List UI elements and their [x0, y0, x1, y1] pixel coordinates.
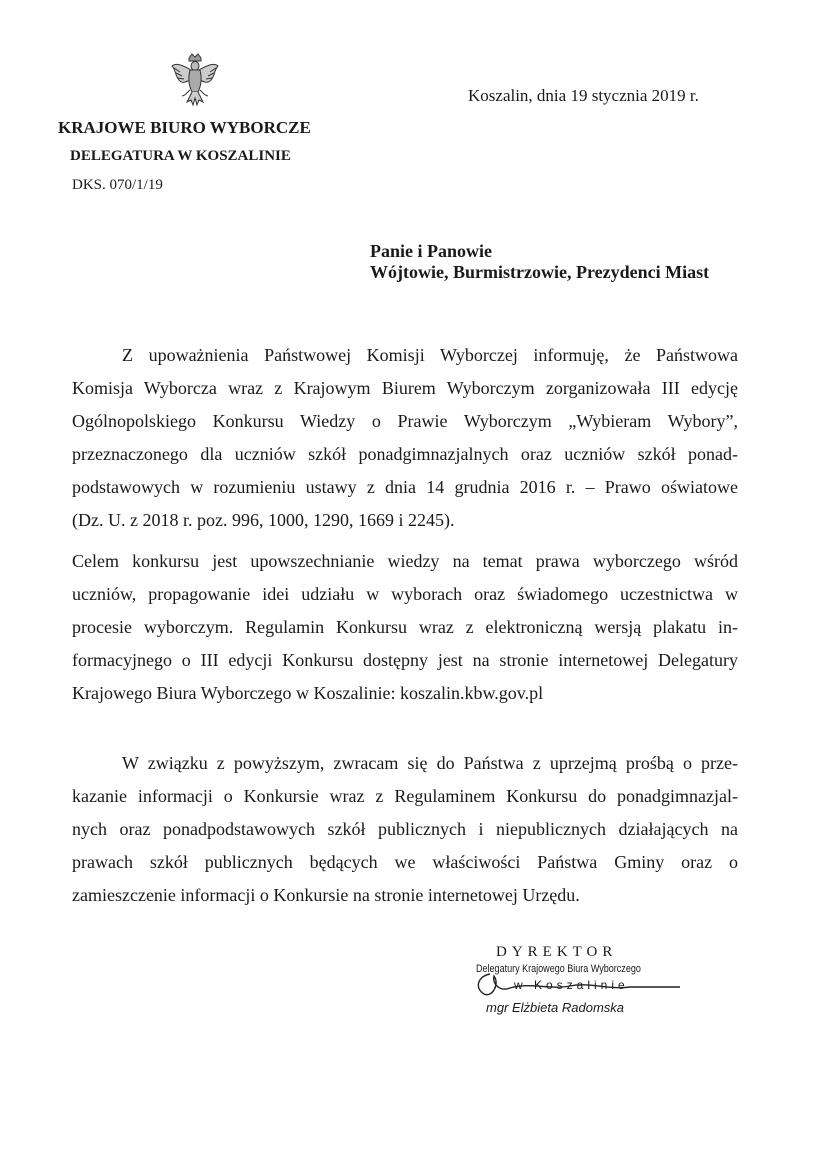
paragraph-line: Z upoważnienia Państwowej Komisji Wyborczej informuję, że Państwowa [122, 345, 738, 365]
paragraph-1 [72, 339, 738, 537]
signature-title: DYREKTOR [496, 944, 618, 960]
paragraph-2 [72, 545, 738, 710]
paragraph-line: kazanie informacji o Konkursie wraz z Regulaminem Konkursu do ponadgimnazjal- [72, 786, 738, 806]
addressee-line-1: Panie i Panowie [370, 241, 492, 261]
signature-office-line-1: Delegatury Krajowego Biura Wyborczego [476, 963, 641, 975]
paragraph-line: (Dz. U. z 2018 r. poz. 996, 1000, 1290, 1669 i 2245). [72, 510, 455, 530]
paragraph-line: Ogólnopolskiego Konkursu Wiedzy o Prawie Wyborczym „Wybieram Wybory”, [72, 411, 738, 431]
paragraph-3 [72, 747, 738, 912]
signatory-name: mgr Elżbieta Radomska [486, 1000, 624, 1015]
delegation-name: DELEGATURA W KOSZALINIE [70, 148, 291, 164]
organization-name: KRAJOWE BIURO WYBORCZE [58, 118, 311, 137]
signature-office-line-2: w Koszalinie [514, 978, 629, 992]
paragraph-line: nych oraz ponadpodstawowych szkół publicznych i niepublicznych działających na [72, 819, 738, 839]
paragraph-line: zamieszczenie informacji o Konkursie na stronie internetowej Urzędu. [72, 885, 580, 905]
paragraph-line: Celem konkursu jest upowszechnianie wiedzy na temat prawa wyborczego wśród [72, 551, 738, 571]
signature-block [470, 944, 700, 1024]
paragraph-line: prawach szkół publicznych będących we właściwości Państwa Gminy oraz o [72, 852, 738, 872]
paragraph-line: Krajowego Biura Wyborczego w Koszalinie: koszalin.kbw.gov.pl [72, 683, 544, 703]
paragraph-line: Komisja Wyborcza wraz z Krajowym Biurem Wyborczym zorganizowała III edycję [72, 378, 738, 398]
paragraph-line: procesie wyborczym. Regulamin Konkursu wraz z elektroniczną wersją plakatu in- [72, 617, 738, 637]
paragraph-line: przeznaczonego dla uczniów szkół ponadgimnazjalnych oraz uczniów szkół ponad- [72, 444, 738, 464]
document-date: Koszalin, dnia 19 stycznia 2019 r. [468, 86, 699, 105]
paragraph-line: W związku z powyższym, zwracam się do Państwa z uprzejmą prośbą o prze- [122, 753, 738, 773]
paragraph-line: uczniów, propagowanie idei udziału w wyborach oraz świadomego uczestnictwa w [72, 584, 738, 604]
polish-eagle-emblem-icon [170, 52, 220, 108]
paragraph-line: podstawowych w rozumieniu ustawy z dnia 14 grudnia 2016 r. – Prawo oświatowe [72, 477, 738, 497]
handwritten-signature-icon [470, 970, 685, 998]
addressee-line-2: Wójtowie, Burmistrzowie, Prezydenci Miast [370, 262, 710, 282]
paragraph-line: formacyjnego o III edycji Konkursu dostępny jest na stronie internetowej Delegatury [72, 650, 738, 670]
reference-number: DKS. 070/1/19 [72, 177, 163, 193]
